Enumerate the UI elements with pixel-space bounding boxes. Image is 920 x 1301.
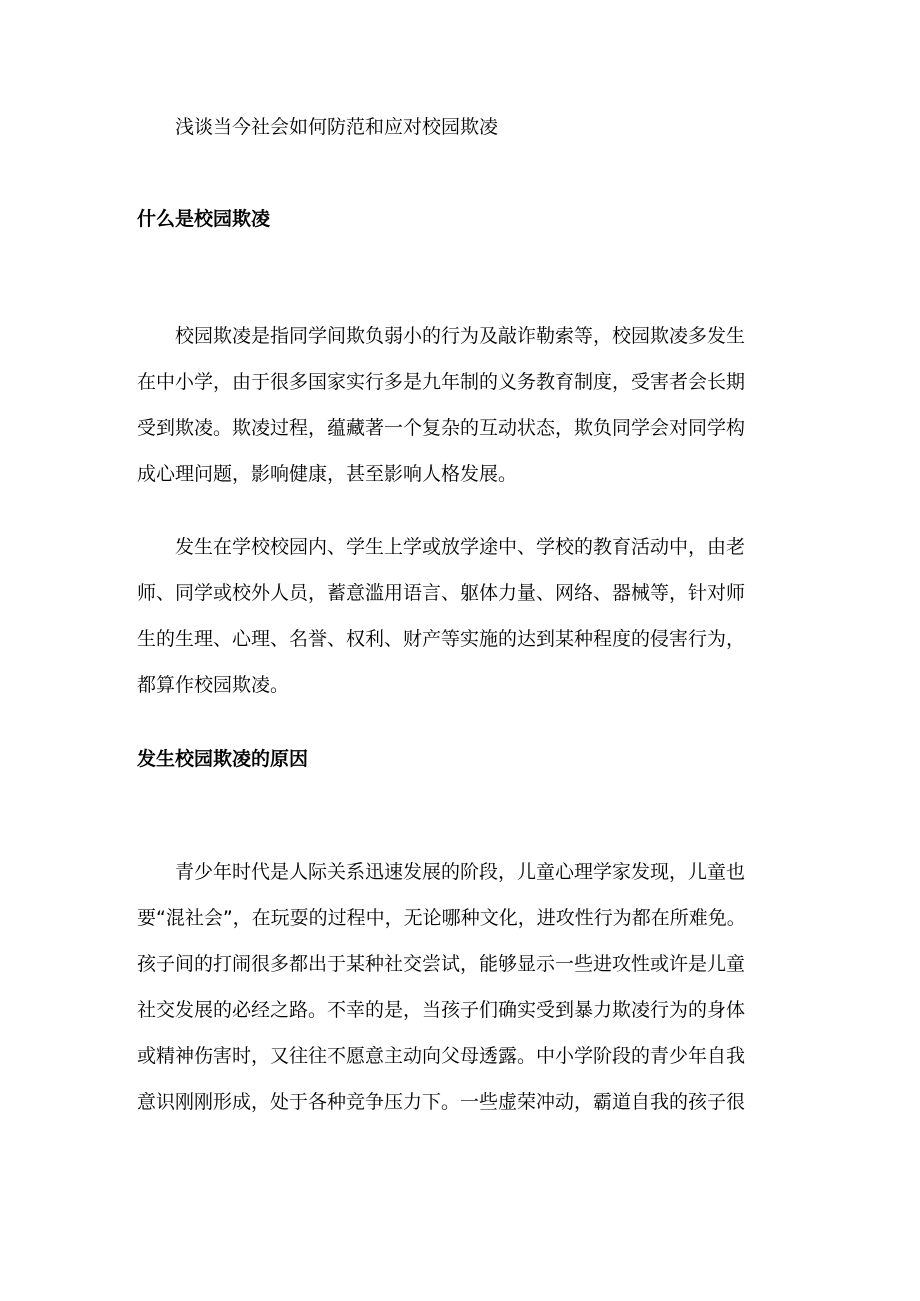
paragraph-line: 要“混社会”，在玩耍的过程中，无论哪种文化，进攻性行为都在所难免。 [137,907,746,929]
paragraph-line: 社交发展的必经之路。不幸的是，当孩子们确实受到暴力欺凌行为的身体 [137,999,746,1021]
paragraph-causes [137,849,817,1125]
paragraph-line: 成心理问题，影响健康，甚至影响人格发展。 [137,463,518,485]
paragraph-scope [137,524,817,708]
paragraph-line: 师、同学或校外人员，蓄意滥用语言、躯体力量、网络、器械等，针对师 [137,582,746,604]
document-title: 浅谈当今社会如何防范和应对校园欺凌 [175,116,499,138]
paragraph-line: 都算作校园欺凌。 [137,674,290,696]
paragraph-line: 孩子间的打闹很多都出于某种社交尝试，能够显示一些进攻性或许是儿童 [137,953,746,975]
paragraph-line: 受到欺凌。欺凌过程，蕴藏著一个复杂的互动状态，欺负同学会对同学构 [137,417,746,439]
paragraph-line: 或精神伤害时，又往往不愿意主动向父母透露。中小学阶段的青少年自我 [137,1045,746,1067]
paragraph-line: 在中小学，由于很多国家实行多是九年制的义务教育制度，受害者会长期 [137,371,746,393]
paragraph-line: 校园欺凌是指同学间欺负弱小的行为及敲诈勒索等，校园欺凌多发生 [175,325,746,347]
paragraph-line: 青少年时代是人际关系迅速发展的阶段，儿童心理学家发现，儿童也 [175,861,746,883]
section-heading-causes: 发生校园欺凌的原因 [137,748,309,770]
section-heading-what-is-bullying: 什么是校园欺凌 [137,208,271,230]
paragraph-line: 发生在学校校园内、学生上学或放学途中、学校的教育活动中，由老 [175,536,746,558]
paragraph-line: 意识刚刚形成，处于各种竞争压力下。一些虚荣冲动，霸道自我的孩子很 [137,1091,746,1113]
paragraph-definition [137,313,817,497]
paragraph-line: 生的生理、心理、名誉、权利、财产等实施的达到某种程度的侵害行为， [137,628,746,650]
